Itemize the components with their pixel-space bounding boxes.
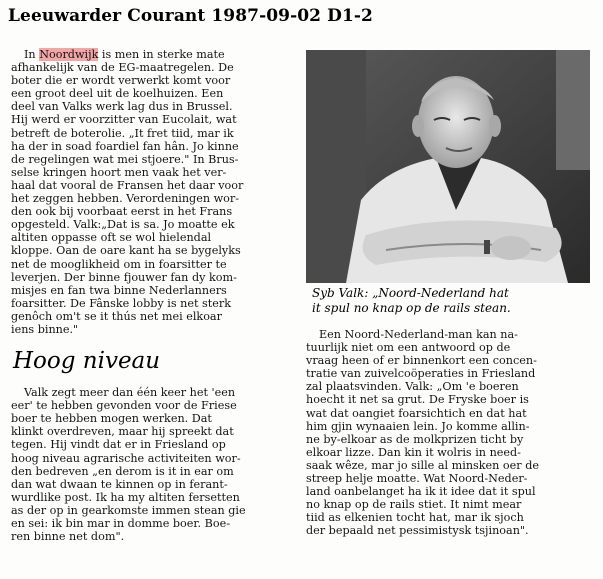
caption-line: it spul no knap op de rails stean. bbox=[312, 301, 511, 315]
text-line: tuurlijk niet om een antwoord op de bbox=[306, 341, 511, 355]
text-line: deel van Valks werk lag dus in Brussel. bbox=[11, 100, 233, 114]
text-line: den ook bij voorbaat eerst in het Frans bbox=[11, 205, 233, 219]
text-line: altiten oppasse oft se wol hielendal bbox=[11, 231, 212, 245]
text-line: misjes en fan twa binne Nederlanners bbox=[11, 283, 227, 297]
text-line: een groot deel uit de koelhuizen. Een bbox=[11, 87, 224, 101]
text-line: boer te hebben mogen werken. Dat bbox=[11, 412, 212, 426]
text-line: de regelingen wat mei stjoere." In Brus- bbox=[11, 152, 239, 166]
text-line: wat dat oangiet foarsichtich en dat hat bbox=[306, 406, 527, 420]
text-line: iens binne." bbox=[11, 322, 79, 336]
text-line: him gjin wynaaien lein. Jo komme allin- bbox=[306, 419, 530, 433]
text-line: opgesteld. Valk:„Dat is sa. Jo moatte ek bbox=[11, 218, 235, 232]
text-line: hoog niveau agrarische activiteiten wor- bbox=[11, 451, 241, 465]
right-column bbox=[306, 328, 591, 538]
portrait-illustration bbox=[306, 50, 590, 283]
text-line: ne by-elkoar as de molkprizen ticht by bbox=[306, 432, 524, 446]
text-line: leverjen. Der binne fjouwer fan dy kom- bbox=[11, 270, 237, 284]
text-line: Valk zegt meer dan één keer het 'een bbox=[24, 386, 236, 400]
text-line: net de mooglikheid om in foarsitter te bbox=[11, 257, 227, 271]
caption-line: Syb Valk: „Noord-Nederland hat bbox=[312, 286, 509, 300]
text-line: streep helje moatte. Wat Noord-Neder- bbox=[306, 472, 528, 486]
text-line: het zeggen hebben. Verordeningen wor- bbox=[11, 192, 240, 206]
text-line: no knap op de rails stiet. It nimt mear bbox=[306, 498, 522, 512]
text-line: ren binne net dom". bbox=[11, 530, 125, 544]
highlighted-place-name: Noordwijk bbox=[39, 48, 99, 61]
article-paragraph-2 bbox=[11, 386, 294, 543]
intro-pre: In bbox=[24, 48, 40, 61]
text-line: en sei: ik bin mar in domme boer. Boe- bbox=[11, 517, 230, 530]
intro-line bbox=[11, 48, 294, 61]
section-heading: Hoog niveau bbox=[13, 348, 161, 375]
text-line: hoecht it net sa grut. De Fryske boer is bbox=[306, 393, 529, 407]
text-line: afhankelijk van de EG-maatregelen. De bbox=[11, 61, 234, 75]
text-line: tiid as elkenien tocht hat, mar ik sjoch bbox=[306, 511, 524, 525]
text-line: foarsitter. De Fânske lobby is net sterk bbox=[11, 296, 232, 310]
text-line: genôch om't se it thús net mei elkoar bbox=[11, 309, 222, 323]
text-line: Een Noord-Nederland-man kan na- bbox=[319, 328, 518, 341]
article-paragraph-3 bbox=[306, 328, 591, 538]
text-line: der bepaald net pessimistysk tsjinoan". bbox=[306, 524, 529, 538]
text-line: wurdlike post. Ik ha my altiten fersetten bbox=[11, 490, 240, 504]
text-line: dan wat dwaan te kinnen op in ferant- bbox=[11, 477, 228, 491]
article-paragraph-1 bbox=[11, 48, 294, 336]
text-line: kloppe. Oan de oare kant ha se bygelyks bbox=[11, 244, 241, 258]
text-line: elkoar lizze. Dan kin it wolris in need- bbox=[306, 445, 521, 459]
text-line: ha der in soad foardiel fan hân. Jo kinne bbox=[11, 139, 239, 153]
text-line: land oanbelanget ha ik it idee dat it spul bbox=[306, 485, 536, 499]
text-line: haal dat vooral de Fransen het daar voor bbox=[11, 178, 244, 192]
text-line: klinkt overdreven, maar hij spreekt dat bbox=[11, 425, 234, 439]
text-line: tratie van zuivelcoöperaties in Friesland bbox=[306, 367, 536, 381]
text-line: selse kringen hoort men vaak het ver- bbox=[11, 165, 227, 179]
text-line: eer' te hebben gevonden voor de Friese bbox=[11, 399, 237, 413]
text-line: tegen. Hij vindt dat er in Friesland op bbox=[11, 438, 226, 452]
intro-post: is men in sterke mate bbox=[98, 48, 225, 61]
text-line: betreft de boterolie. „It fret tiid, mar ik bbox=[11, 126, 234, 140]
left-column bbox=[11, 48, 294, 543]
masthead: Leeuwarder Courant 1987-09-02 D1-2 bbox=[8, 6, 373, 26]
text-line: vraag heen of er binnenkort een concen- bbox=[306, 354, 537, 368]
text-line: as der op in gearkomste immen stean gie bbox=[11, 503, 246, 517]
text-line: Hij werd er voorzitter van Eucolait, wat bbox=[11, 113, 237, 127]
text-line: den bedreven „en derom is it in ear om bbox=[11, 464, 234, 478]
photo-caption bbox=[312, 286, 594, 316]
portrait-photo bbox=[306, 50, 590, 283]
text-line: boter die er wordt verwerkt komt voor bbox=[11, 74, 231, 88]
text-line: saak wêze, mar jo sille al minsken oer de bbox=[306, 458, 539, 472]
text-line: zal plaatsvinden. Valk: „Om 'e boeren bbox=[306, 380, 519, 394]
